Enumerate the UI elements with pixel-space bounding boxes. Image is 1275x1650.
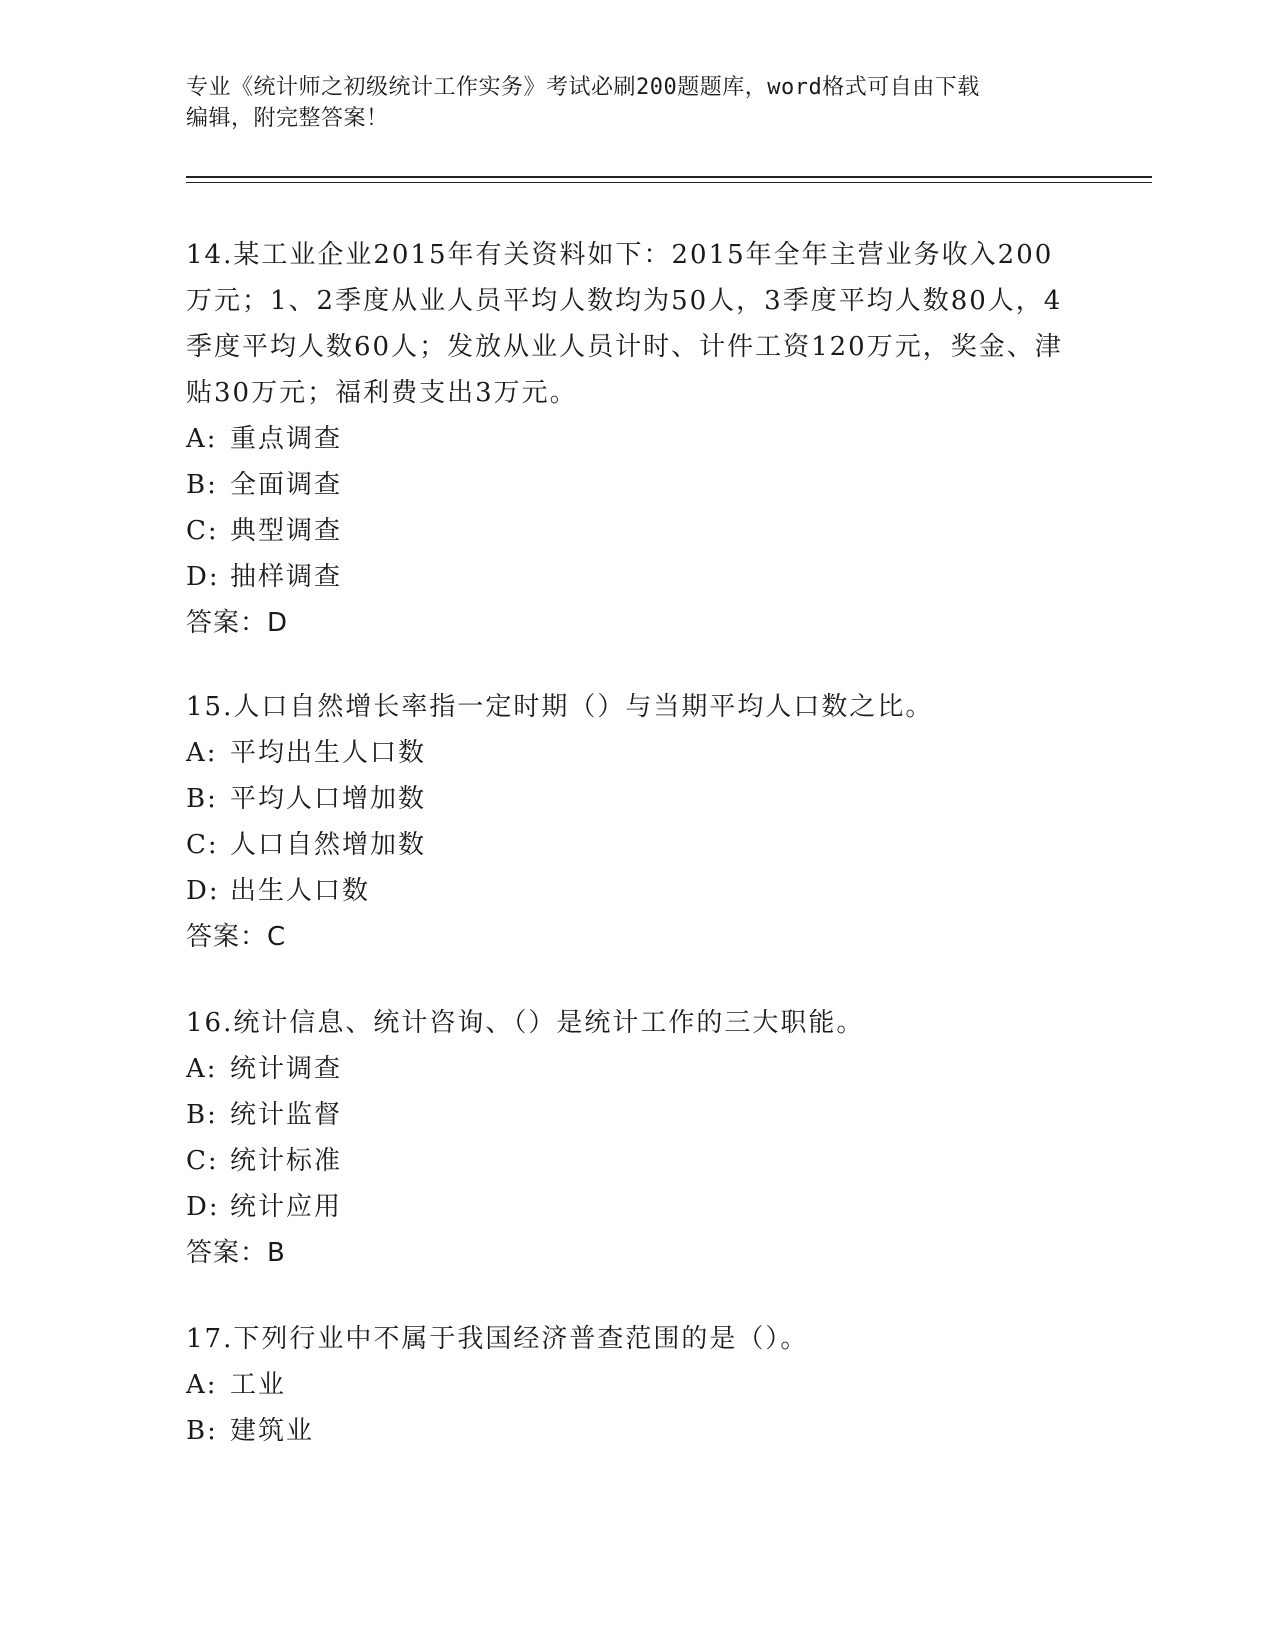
answer: 答案：B <box>186 1238 286 1268</box>
option-text: 平均出生人口数 <box>230 738 427 768</box>
option-label: D: <box>186 1192 220 1222</box>
option-d <box>186 868 1066 914</box>
option-text: 统计调查 <box>230 1054 343 1084</box>
option-label: A: <box>186 1370 218 1400</box>
option-label: A: <box>186 738 218 768</box>
option-text: 人口自然增加数 <box>230 830 427 860</box>
option-b <box>186 1092 1066 1138</box>
option-text: 全面调查 <box>230 470 343 500</box>
option-text: 工业 <box>230 1370 287 1400</box>
option-d <box>186 1184 1066 1230</box>
document-header <box>186 72 1086 134</box>
option-label: B: <box>186 470 218 500</box>
option-label: C: <box>186 830 219 860</box>
option-a <box>186 1046 1066 1092</box>
question-stem: 16.统计信息、统计咨询、（）是统计工作的三大职能。 <box>186 1008 865 1038</box>
option-a <box>186 416 1066 462</box>
option-b <box>186 776 1066 822</box>
option-c <box>186 1138 1066 1184</box>
option-label: B: <box>186 1416 218 1446</box>
option-text: 统计应用 <box>230 1192 343 1222</box>
option-a <box>186 730 1066 776</box>
option-text: 建筑业 <box>230 1416 315 1446</box>
option-d <box>186 554 1066 600</box>
option-label: C: <box>186 1146 219 1176</box>
answer: 答案：C <box>186 922 287 952</box>
option-label: D: <box>186 876 220 906</box>
question-stem: 14.某工业企业2015年有关资料如下：2015年全年主营业务收入200万元；1、2季度从业人员平均人数均为50人，3季度平均人数80人，4季度平均人数60人；发放从业人员计时、计件工资120万元，奖金、津贴30万元；福利费支出3万元。 <box>186 240 1063 408</box>
header-line-2: 编辑，附完整答案！ <box>186 106 389 131</box>
option-label: B: <box>186 784 218 814</box>
option-text: 出生人口数 <box>230 876 371 906</box>
option-text: 典型调查 <box>230 516 343 546</box>
option-label: A: <box>186 424 218 454</box>
option-text: 平均人口增加数 <box>230 784 427 814</box>
question-16 <box>186 1000 1066 1276</box>
option-c <box>186 508 1066 554</box>
option-text: 抽样调查 <box>230 562 343 592</box>
option-label: C: <box>186 516 219 546</box>
question-14 <box>186 232 1066 646</box>
question-17 <box>186 1316 1066 1454</box>
header-line-1: 专业《统计师之初级统计工作实务》考试必刷200题题库，word格式可自由下载 <box>186 75 980 100</box>
option-text: 重点调查 <box>230 424 343 454</box>
question-stem: 15.人口自然增长率指一定时期（）与当期平均人口数之比。 <box>186 692 934 722</box>
option-label: A: <box>186 1054 218 1084</box>
header-divider-thin <box>186 182 1152 183</box>
option-text: 统计标准 <box>230 1146 343 1176</box>
option-b <box>186 462 1066 508</box>
option-a <box>186 1362 1066 1408</box>
question-15 <box>186 684 1066 960</box>
option-b <box>186 1408 1066 1454</box>
header-divider-thick <box>186 176 1152 178</box>
option-label: D: <box>186 562 220 592</box>
option-c <box>186 822 1066 868</box>
option-label: B: <box>186 1100 218 1130</box>
option-text: 统计监督 <box>230 1100 343 1130</box>
answer: 答案：D <box>186 608 289 638</box>
question-stem: 17.下列行业中不属于我国经济普查范围的是（）。 <box>186 1324 809 1354</box>
